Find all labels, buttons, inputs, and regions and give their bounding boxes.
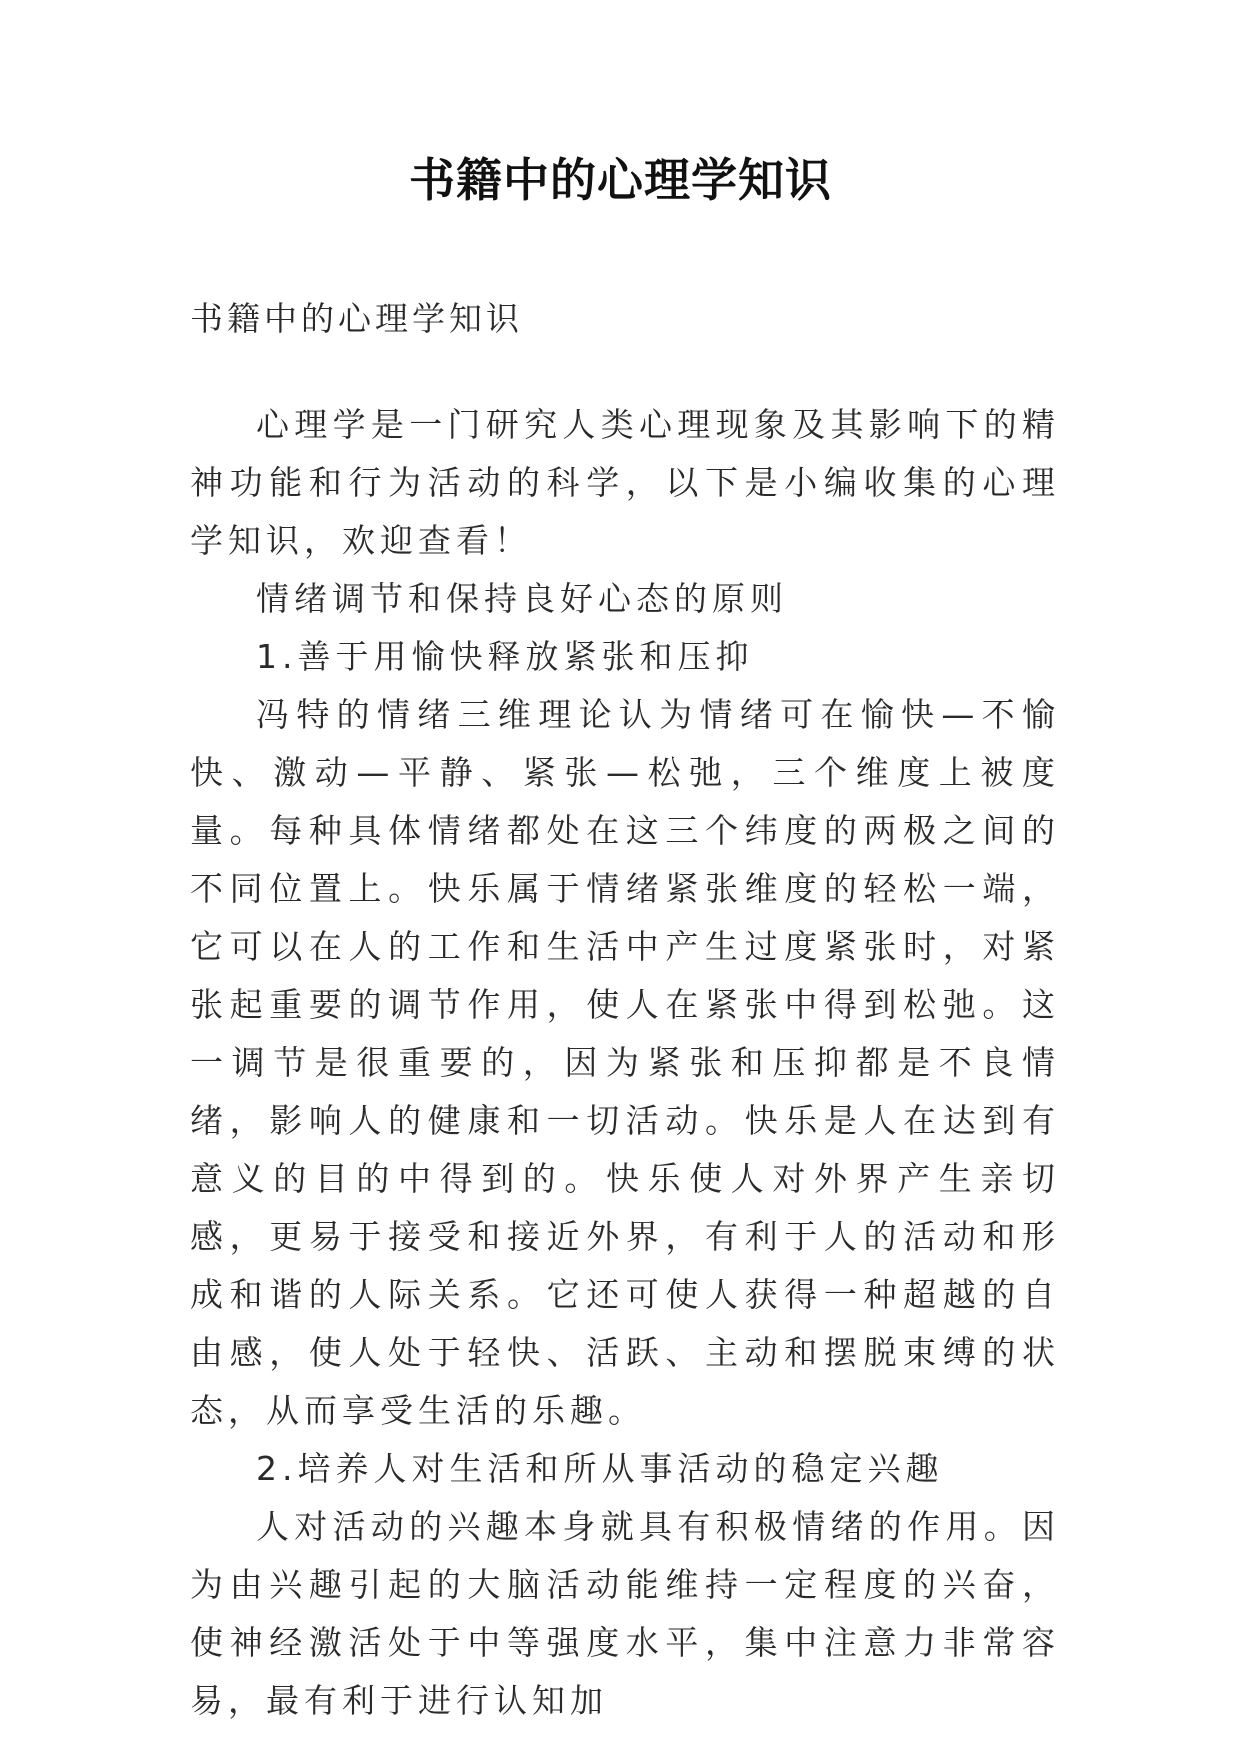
paragraph: 人对活动的兴趣本身就具有积极情绪的作用。因为由兴趣引起的大脑活动能维持一定程度的兴奋，使神经激活处于中等强度水平，集中注意力非常容易，最有利于进行认知加 — [190, 1507, 1060, 1720]
document-subtitle: 书籍中的心理学知识 — [190, 299, 523, 338]
list-item-heading: 1.善于用愉快释放紧张和压抑 — [256, 637, 754, 676]
list-item-heading: 2.培养人对生活和所从事活动的稳定兴趣 — [256, 1449, 944, 1488]
document-title: 书籍中的心理学知识 — [409, 153, 832, 207]
paragraph-intro: 心理学是一门研究人类心理现象及其影响下的精神功能和行为活动的科学，以下是小编收集的心理学知识，欢迎查看！ — [190, 405, 1060, 560]
section-heading: 情绪调节和保持良好心态的原则 — [256, 579, 788, 618]
document-body — [190, 290, 1060, 1730]
paragraph: 冯特的情绪三维理论认为情绪可在愉快—不愉快、激动—平静、紧张—松弛，三个维度上被度量。每种具体情绪都处在这三个纬度的两极之间的不同位置上。快乐属于情绪紧张维度的轻松一端，它可以在人的工作和生活中产生过度紧张时，对紧张起重要的调节作用，使人在紧张中得到松弛。这一调节是很重要的，因为紧张和压抑都是不良情绪，影响人的健康和一切活动。快乐是人在达到有意义的目的中得到的。快乐使人对外界产生亲切感，更易于接受和接近外界，有利于人的活动和形成和谐的人际关系。它还可使人获得一种超越的自由感，使人处于轻快、活跃、主动和摆脱束缚的状态，从而享受生活的乐趣。 — [190, 695, 1060, 1430]
